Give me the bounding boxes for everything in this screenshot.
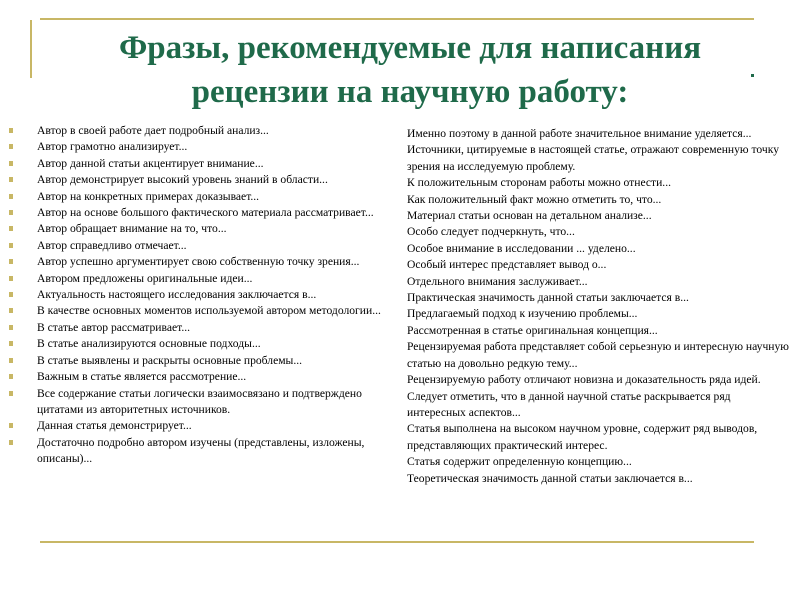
square-bullet-icon bbox=[9, 194, 13, 199]
phrase-text: Достаточно подробно автором изучены (представлены, изложены, описаны)... bbox=[37, 435, 365, 466]
square-bullet-icon bbox=[9, 374, 13, 379]
phrase-item bbox=[9, 320, 393, 336]
phrase-item bbox=[9, 221, 393, 237]
phrase-text: Автор грамотно анализирует... bbox=[37, 140, 188, 154]
phrase-item bbox=[9, 238, 393, 254]
phrase-item bbox=[407, 290, 792, 306]
square-bullet-icon bbox=[9, 226, 13, 231]
square-bullet-icon bbox=[9, 177, 13, 182]
phrase-item bbox=[407, 421, 792, 454]
phrase-item bbox=[407, 454, 792, 470]
phrase-text: Именно поэтому в данной работе значительное внимание уделяется... bbox=[407, 127, 752, 140]
phrase-item bbox=[9, 336, 393, 352]
phrase-item bbox=[407, 471, 792, 487]
phrase-item bbox=[407, 208, 792, 224]
phrase-item bbox=[9, 172, 393, 188]
phrase-item bbox=[407, 339, 792, 372]
phrase-item bbox=[9, 254, 393, 270]
slide-title-line-2: рецензии на научную работу: bbox=[191, 74, 629, 110]
phrase-item bbox=[407, 175, 792, 191]
right-phrase-list bbox=[407, 126, 792, 487]
phrase-item bbox=[407, 274, 792, 290]
square-bullet-icon bbox=[9, 128, 13, 133]
square-bullet-icon bbox=[9, 391, 13, 396]
phrase-text: Автор в своей работе дает подробный анализ... bbox=[37, 124, 269, 137]
phrase-item bbox=[407, 241, 792, 257]
phrase-item bbox=[407, 323, 792, 339]
phrase-item bbox=[9, 435, 393, 468]
phrase-item bbox=[407, 372, 792, 388]
phrase-text: В качестве основных моментов используемой автором методологии... bbox=[37, 304, 381, 318]
phrase-item bbox=[407, 389, 792, 422]
phrase-item bbox=[9, 205, 393, 221]
phrase-text: Практическая значимость данной статьи заключается в... bbox=[407, 291, 689, 305]
square-bullet-icon bbox=[9, 259, 13, 264]
square-bullet-icon bbox=[9, 161, 13, 166]
phrase-text: Автор справедливо отмечает... bbox=[37, 238, 187, 252]
phrase-item bbox=[407, 142, 792, 175]
phrase-item bbox=[407, 257, 792, 273]
left-phrase-list bbox=[9, 123, 393, 468]
phrase-item bbox=[9, 189, 393, 205]
phrase-text: Следует отметить, что в данной научной статье раскрывается ряд интересных аспектов... bbox=[407, 389, 731, 419]
phrase-item bbox=[9, 303, 393, 319]
phrase-text: Статья выполнена на высоком научном уровне, содержит ряд выводов, представляющих практический интерес. bbox=[407, 422, 758, 452]
phrase-item bbox=[9, 156, 393, 172]
phrase-item bbox=[407, 224, 792, 240]
phrase-text: Рецензируемую работу отличают новизна и доказательность ряда идей. bbox=[407, 373, 761, 387]
phrase-item bbox=[9, 353, 393, 369]
phrase-text: Особое внимание в исследовании ... уделено... bbox=[407, 241, 636, 255]
phrase-item bbox=[9, 418, 393, 434]
phrase-text: Источники, цитируемые в настоящей статье, отражают современную точку зрения на исследуемую проблему. bbox=[407, 143, 779, 173]
square-bullet-icon bbox=[9, 276, 13, 281]
phrase-item bbox=[9, 369, 393, 385]
phrase-item bbox=[9, 386, 393, 419]
phrase-item bbox=[9, 271, 393, 287]
square-bullet-icon bbox=[9, 292, 13, 297]
phrase-text: Автор обращает внимание на то, что... bbox=[37, 222, 227, 236]
phrase-text: Автор успешно аргументирует свою собственную точку зрения... bbox=[37, 255, 360, 269]
square-bullet-icon bbox=[9, 144, 13, 149]
phrase-text: В статье анализируются основные подходы... bbox=[37, 337, 261, 351]
phrase-text: Автор на конкретных примерах доказывает... bbox=[37, 189, 260, 203]
square-bullet-icon bbox=[9, 423, 13, 428]
phrase-text: Особый интерес представляет вывод о... bbox=[407, 258, 607, 272]
phrase-text: В статье выявлены и раскрыты основные проблемы... bbox=[37, 353, 303, 367]
phrase-text: Особо следует подчеркнуть, что... bbox=[407, 225, 575, 239]
square-bullet-icon bbox=[9, 325, 13, 330]
phrase-text: К положительным сторонам работы можно отнести... bbox=[407, 176, 671, 190]
square-bullet-icon bbox=[9, 210, 13, 215]
phrase-text: Рассмотренная в статье оригинальная концепция... bbox=[407, 323, 658, 337]
phrase-text: Автор демонстрирует высокий уровень знаний в области... bbox=[37, 173, 328, 187]
square-bullet-icon bbox=[9, 243, 13, 248]
phrase-text: Материал статьи основан на детальном анализе... bbox=[407, 209, 652, 223]
square-bullet-icon bbox=[9, 440, 13, 445]
phrase-text: Все содержание статьи логически взаимосвязано и подтверждено цитатами из авторитетных источников. bbox=[37, 386, 362, 416]
phrase-text: Важным в статье является рассмотрение... bbox=[37, 370, 247, 384]
phrase-item bbox=[9, 123, 393, 139]
phrase-text: Предлагаемый подход к изучению проблемы... bbox=[407, 307, 638, 321]
phrase-text: В статье автор рассматривает... bbox=[37, 320, 191, 334]
slide-title-line-1: Фразы, рекомендуемые для написания bbox=[118, 30, 702, 66]
phrase-text: Рецензируемая работа представляет собой серьезную и интересную научную статью на довольно редкую тему... bbox=[407, 340, 789, 370]
phrase-item bbox=[407, 126, 792, 142]
slide-title bbox=[30, 26, 790, 114]
bottom-accent-line bbox=[40, 541, 754, 543]
square-bullet-icon bbox=[9, 358, 13, 363]
phrase-text: Автор на основе большого фактического материала рассматривает... bbox=[37, 206, 374, 220]
phrase-text: Как положительный факт можно отметить то, что... bbox=[407, 192, 662, 206]
phrase-item bbox=[407, 306, 792, 322]
phrase-item bbox=[9, 139, 393, 155]
phrase-item bbox=[9, 287, 393, 303]
phrase-text: Автор данной статьи акцентирует внимание... bbox=[37, 156, 264, 170]
square-bullet-icon bbox=[9, 308, 13, 313]
phrase-text: Автором предложены оригинальные идеи... bbox=[37, 271, 253, 285]
phrase-item bbox=[407, 192, 792, 208]
phrase-text: Отдельного внимания заслуживает... bbox=[407, 274, 588, 288]
phrase-text: Теоретическая значимость данной статьи заключается в... bbox=[407, 471, 693, 485]
phrase-text: Статья содержит определенную концепцию... bbox=[407, 455, 632, 469]
top-accent-line bbox=[40, 18, 754, 20]
square-bullet-icon bbox=[9, 341, 13, 346]
phrase-text: Актуальность настоящего исследования заключается в... bbox=[37, 288, 317, 302]
phrase-text: Данная статья демонстрирует... bbox=[37, 419, 192, 433]
